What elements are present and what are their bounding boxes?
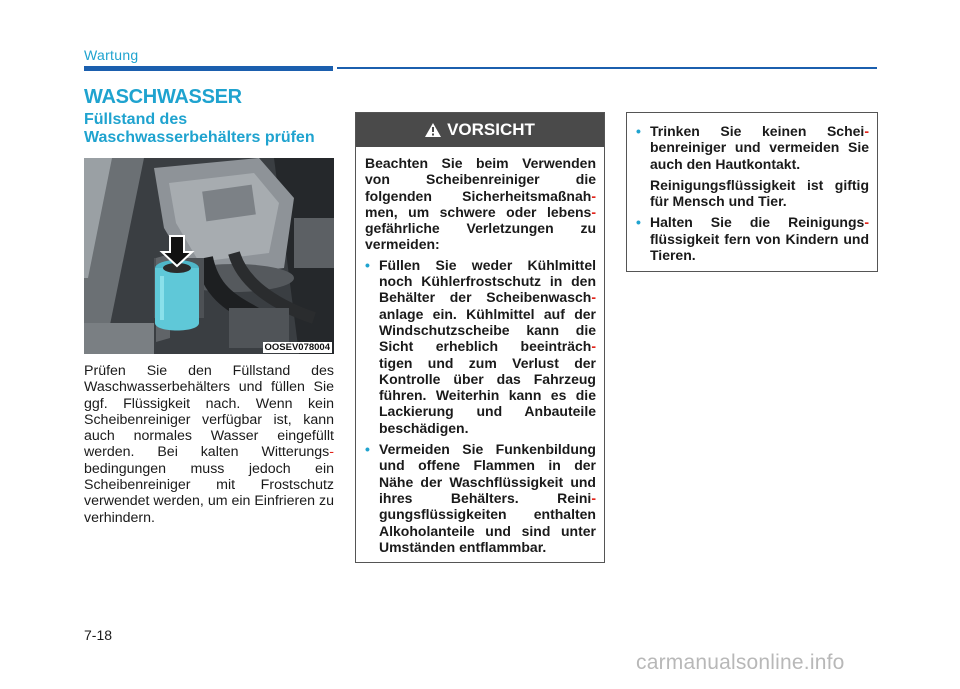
caution-intro-b: men, um schwere oder lebens: [365, 203, 592, 220]
caution-intro-c: gefährliche Verletzungen zu vermeiden:: [365, 220, 596, 253]
bullet-dot-icon: •: [365, 441, 370, 458]
bullet2-b: gungsflüssigkeiten enthalten Alkoholanteile und sind unter Umständen entflammbar.: [379, 506, 596, 555]
warning-triangle-icon: [425, 123, 441, 137]
caution-bullet-drinking: [636, 123, 869, 172]
hyphen-mark: -: [864, 123, 869, 139]
bullet3-a: Trinken Sie keinen Schei: [650, 123, 865, 139]
image-code: OOSEV078004: [264, 342, 330, 353]
hyphen-mark: -: [591, 289, 596, 306]
caution-intro: [365, 155, 596, 253]
page-title: WASCHWASSER: [84, 86, 242, 108]
engine-bay-photo: [84, 158, 334, 354]
bullet3-b: benreiniger und vermeiden Sie auch den Hautkontakt.: [650, 139, 869, 172]
header-rule-thick: [84, 66, 333, 71]
bullet-dot-icon: •: [636, 214, 641, 231]
hyphen-mark: -: [329, 444, 334, 461]
bullet1-b: anlage ein. Kühlmittel auf der Windschutzscheibe kann die Sicht erheblich beeinträch: [379, 305, 596, 355]
caution-continued-body: [627, 113, 877, 263]
caution-bullet-children: [636, 214, 869, 263]
bullet1-a: Füllen Sie weder Kühlmittel noch Kühlerfrostschutz in den Behälter der Scheibenwasch: [379, 256, 596, 306]
hyphen-mark: -: [591, 187, 596, 204]
hyphen-mark: -: [591, 203, 596, 220]
header-rule-thin: [337, 67, 877, 69]
bullet4-a: Halten Sie die Reinigungs: [650, 214, 865, 231]
toxicity-note: Reinigungsflüssigkeit ist giftig für Mensch und Tier.: [650, 176, 869, 210]
watermark-text: carmanualsonline.info: [636, 651, 845, 674]
caution-title: VORSICHT: [447, 120, 535, 139]
hyphen-mark: -: [864, 214, 869, 231]
body-text-part2: bedingungen muss jedoch ein Scheibenreiniger mit Frostschutz verwendet werden, um ein Einfrieren zu verhindern.: [84, 460, 334, 526]
section-label: Wartung: [84, 47, 139, 63]
caution-body: [356, 147, 604, 555]
bullet-dot-icon: •: [636, 123, 641, 139]
caution-intro-a: Beachten Sie beim Verwenden von Scheibenreiniger die folgenden Sicherheitsmaßnah: [365, 155, 596, 204]
hyphen-mark: -: [591, 489, 596, 506]
body-text-part1: Prüfen Sie den Füllstand des Waschwasserbehälters und füllen Sie ggf. Flüssigkeit nach. Wenn kein Scheibenreiniger verfügbar ist, kann auch normales Wasser eingefüllt werden. Bei kalten Witterungs: [84, 363, 334, 461]
caution-continued-box: [626, 112, 878, 272]
bullet2-a: Vermeiden Sie Funkenbildung und offene Flammen in der Nähe der Waschflüssigkeit und ihres Behälters. Reini: [379, 441, 596, 506]
page-number: 7-18: [84, 627, 113, 643]
hyphen-mark: -: [591, 338, 596, 355]
subsection-title: Füllstand des Waschwasserbehälters prüfen: [84, 111, 315, 146]
caution-header: [356, 113, 604, 147]
bullet4-b: flüssigkeit fern von Kindern und Tieren.: [650, 230, 869, 264]
engine-bay-illustration: [84, 158, 334, 354]
body-paragraph: [84, 363, 334, 526]
caution-bullet-coolant: [365, 257, 596, 436]
caution-box: [355, 112, 605, 563]
caution-bullet-sparks: [365, 441, 596, 555]
bullet1-c: tigen und zum Verlust der Kontrolle über das Fahrzeug führen. Weiterhin kann es die Lackierung und Anbauteile beschädigen.: [379, 354, 596, 436]
bullet-dot-icon: •: [365, 256, 370, 273]
